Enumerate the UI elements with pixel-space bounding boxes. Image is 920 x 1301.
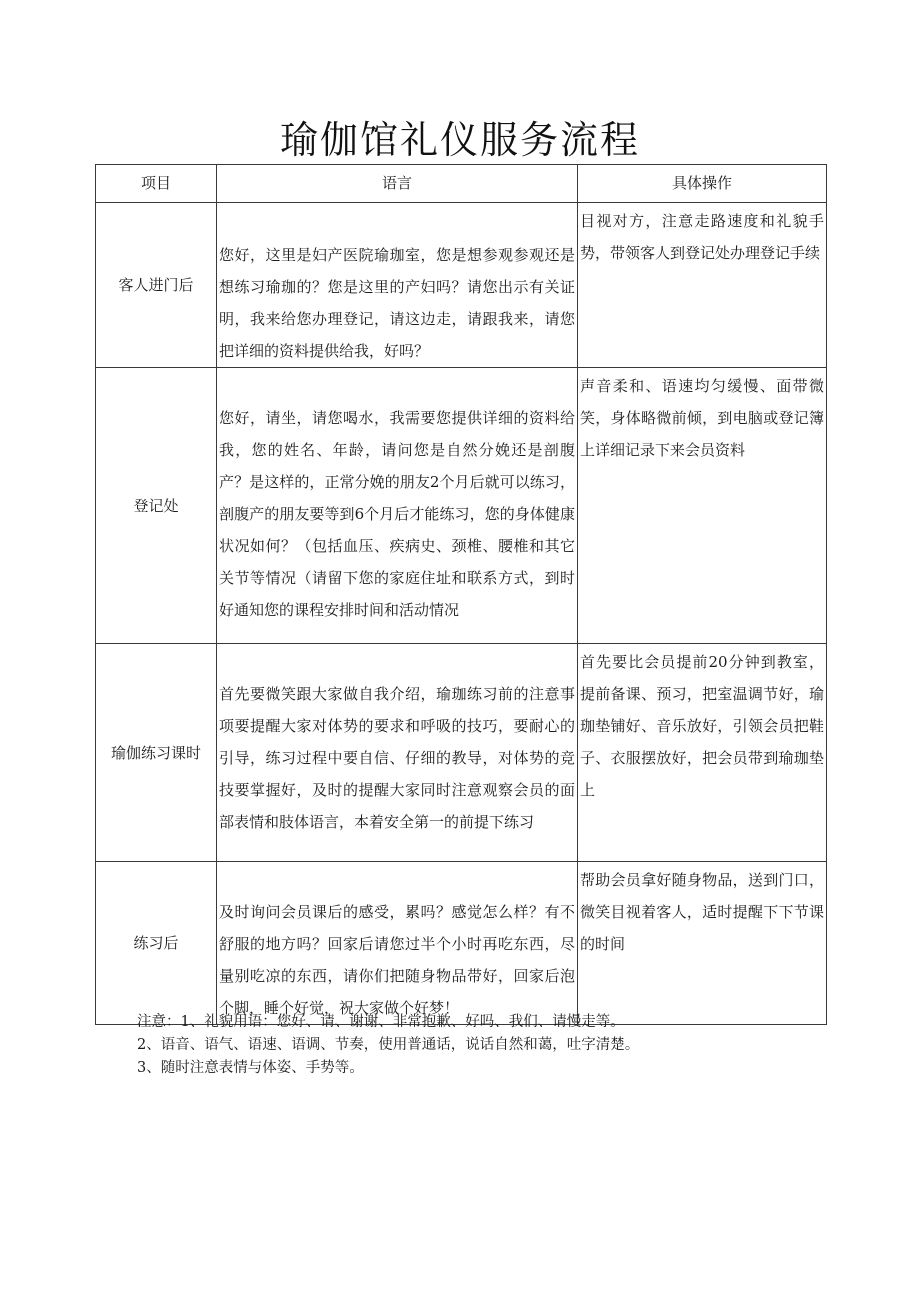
- page-title: 瑜伽馆礼仪服务流程: [279, 118, 640, 162]
- note-line: 注意：1、礼貌用语：您好、请、谢谢、非常抱歉、好吗、我们、请慢走等。: [137, 1014, 625, 1030]
- note-line: 2、语音、语气、语速、语调、节奏，使用普通话，说话自然和蔼，吐字清楚。: [137, 1037, 640, 1053]
- row-operation: 声音柔和、语速均匀缓慢、面带微笑，身体略微前倾，到电脑或登记簿上详细记录下来会员资料: [578, 368, 827, 644]
- table-row: [96, 368, 827, 644]
- row-item: 客人进门后: [96, 203, 217, 368]
- row-language: 您好，请坐，请您喝水，我需要您提供详细的资料给我，您的姓名、年龄，请问您是自然分娩还是剖腹产？是这样的，正常分娩的朋友2个月后就可以练习，剖腹产的朋友要等到6个月后才能练习，您的身体健康状况如何？（包括血压、疾病史、颈椎、腰椎和其它关节等情况（请留下您的家庭住址和联系方式，到时好通知您的课程安排时间和活动情况: [217, 368, 578, 644]
- note-line: 3、随时注意表情与体姿、手势等。: [137, 1060, 364, 1076]
- row-item: 瑜伽练习课时: [96, 644, 217, 862]
- table-row: [96, 644, 827, 862]
- row-item: 登记处: [96, 368, 217, 644]
- notes-section: [137, 1011, 639, 1080]
- row-operation: 目视对方，注意走路速度和礼貌手势，带领客人到登记处办理登记手续: [578, 203, 827, 368]
- row-language: 首先要微笑跟大家做自我介绍，瑜珈练习前的注意事项要提醒大家对体势的要求和呼吸的技巧，要耐心的引导，练习过程中要自信、仔细的教导，对体势的竞技要掌握好，及时的提醒大家同时注意观察会员的面部表情和肢体语言，本着安全第一的前提下练习: [217, 644, 578, 862]
- header-item: 项目: [96, 165, 217, 203]
- row-language: 及时询问会员课后的感受，累吗？感觉怎么样？有不舒服的地方吗？回家后请您过半个小时再吃东西，尽量别吃凉的东西，请你们把随身物品带好，回家后泡个脚，睡个好觉，祝大家做个好梦！: [217, 862, 578, 1025]
- header-language: 语言: [217, 165, 578, 203]
- row-language: 您好，这里是妇产医院瑜珈室，您是想参观参观还是想练习瑜珈的？您是这里的产妇吗？请您出示有关证明，我来给您办理登记，请这边走，请跟我来，请您把详细的资料提供给我，好吗？: [217, 203, 578, 368]
- header-operation: 具体操作: [578, 165, 827, 203]
- table-row: [96, 862, 827, 1025]
- table-header-row: [96, 165, 827, 203]
- table-row: [96, 203, 827, 368]
- row-operation: 首先要比会员提前20分钟到教室，提前备课、预习，把室温调节好，瑜珈垫铺好、音乐放好，引领会员把鞋子、衣服摆放好，把会员带到瑜珈垫上: [578, 644, 827, 862]
- row-operation: 帮助会员拿好随身物品，送到门口，微笑目视着客人，适时提醒下下节课的时间: [578, 862, 827, 1025]
- row-item: 练习后: [96, 862, 217, 1025]
- service-flow-table: [95, 164, 827, 1025]
